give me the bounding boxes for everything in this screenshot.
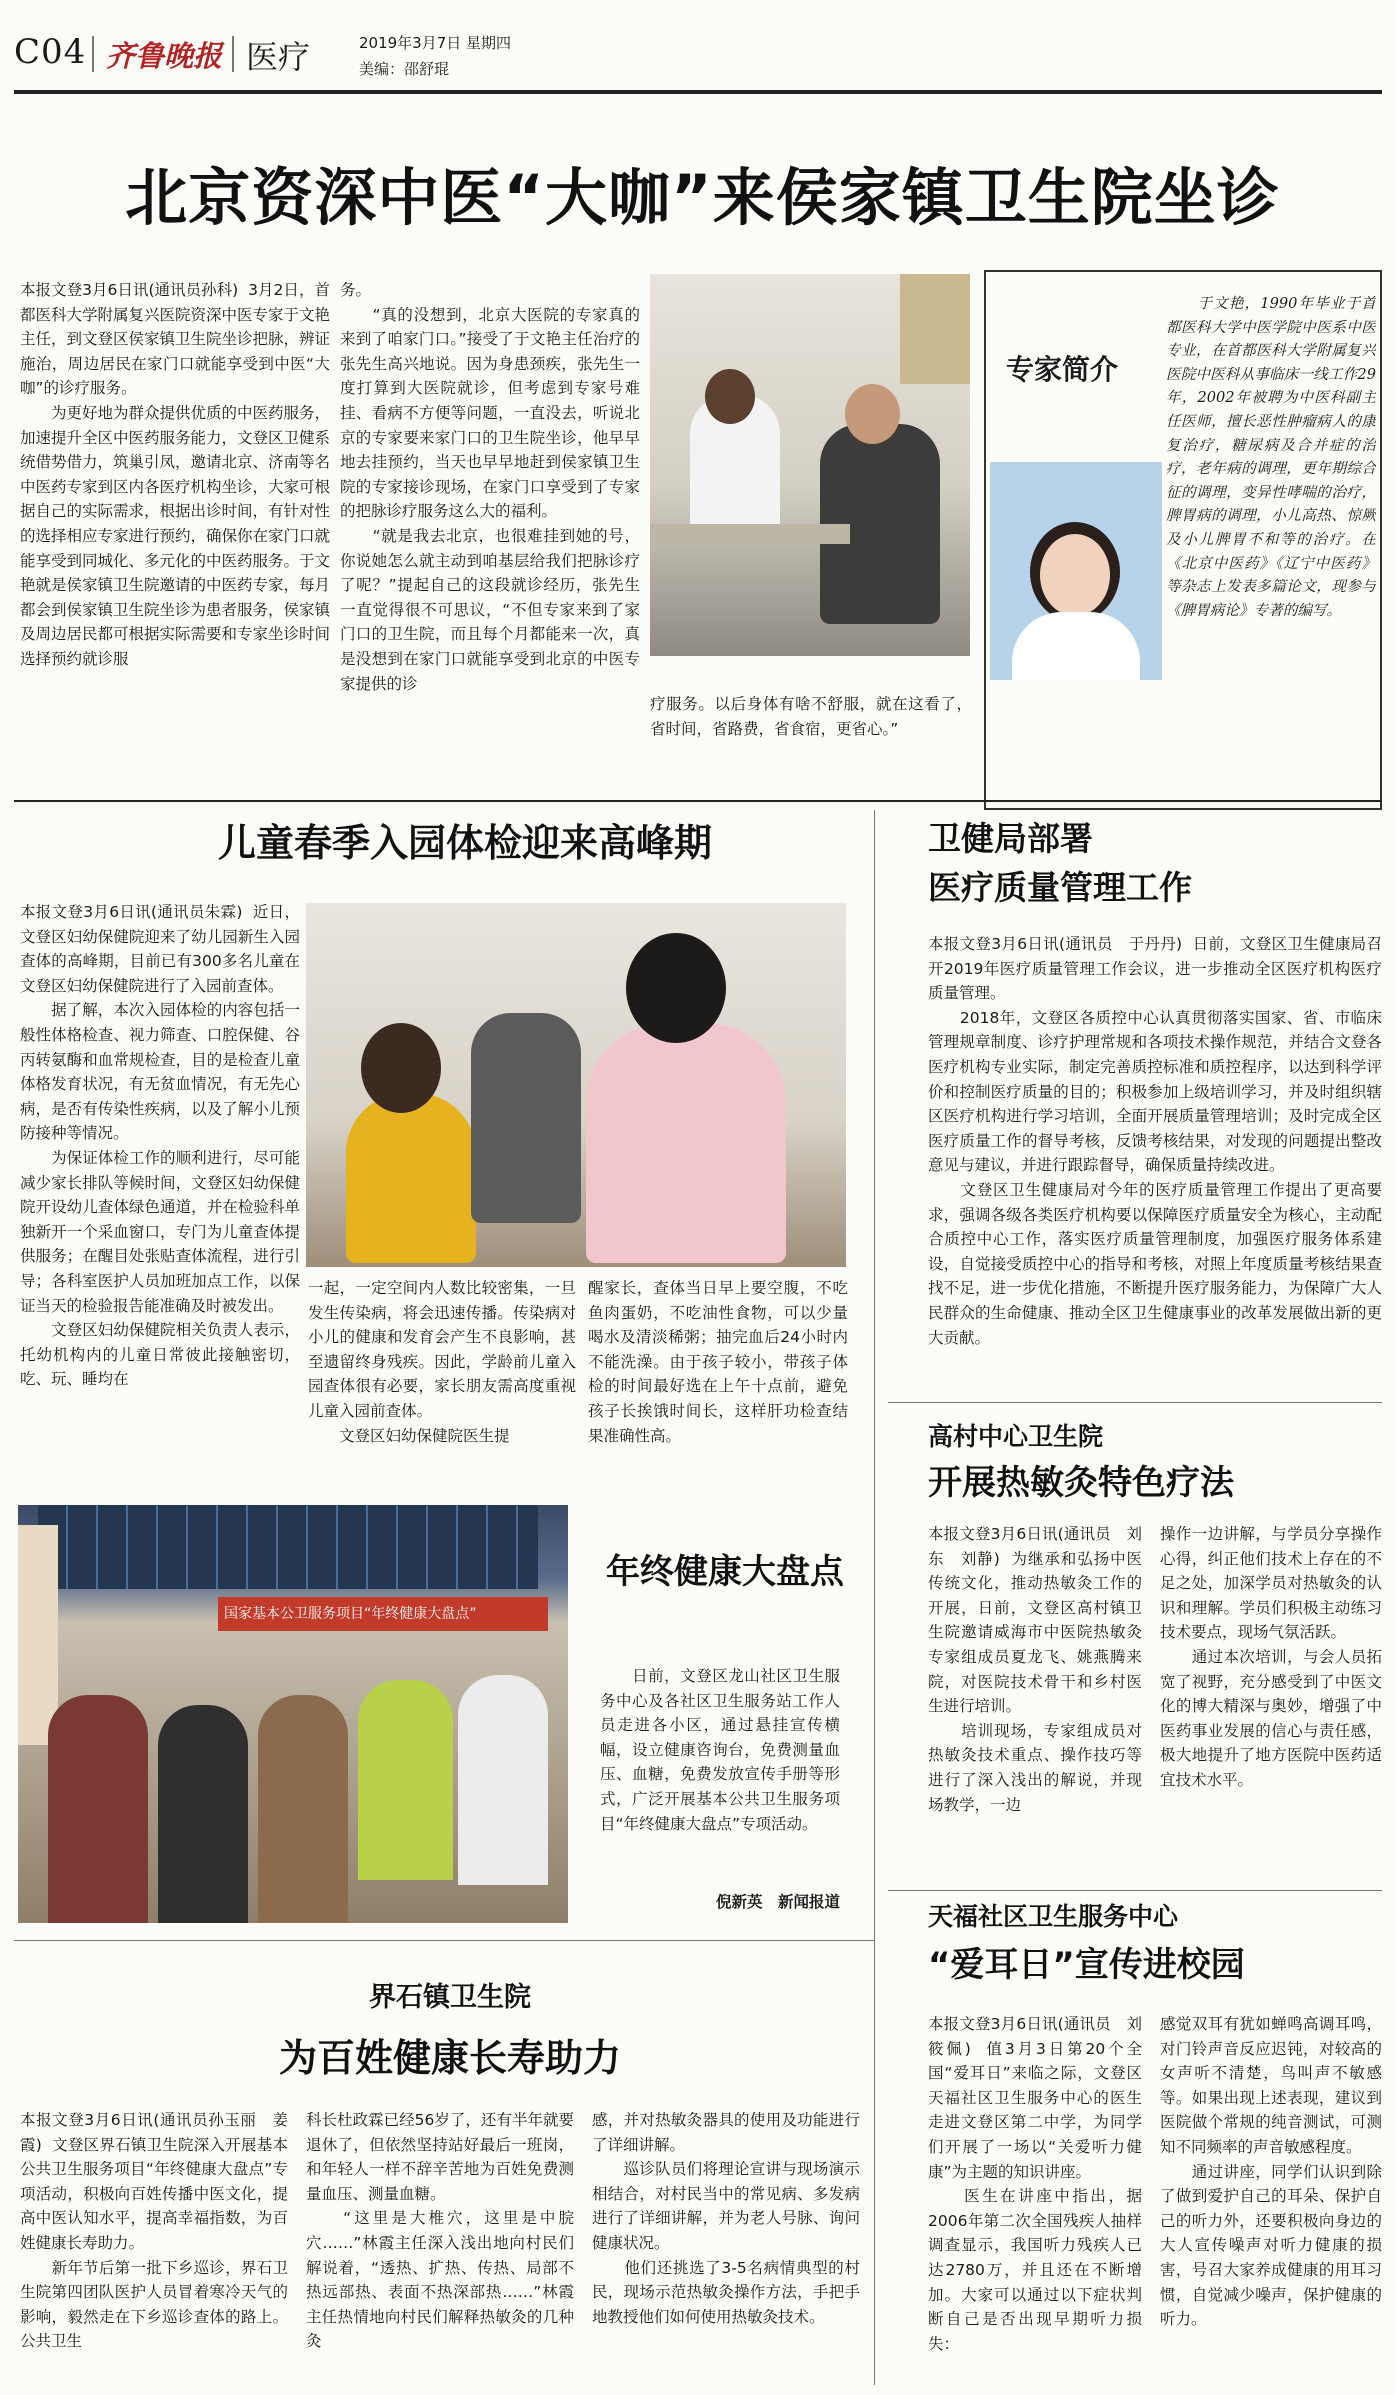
a7-column-1: 本报文登3月6日讯(通讯员 刘筱佩) 值3月3日第20个全国“爱耳日”来临之际，文登区天福社区卫生服务中心的医生走进文登区第二中学，为同学们开展了一场以“关爱听力健康”为主题的知识讲座。 医生在讲座中指出，据2006年第二次全国残疾人抽样调查显示，我国听力残疾人已达2780万，并且还在不断增加。大家可以通过以下症状判断自己是否出现早期听力损失： (928, 2015, 1142, 2353)
clinic-consultation-photo (650, 274, 970, 656)
expert-profile-box (984, 270, 1382, 810)
headline-a4: 年终健康大盘点 (606, 1552, 844, 1592)
a1-column-1: 本报文登3月6日讯(通讯员孙科) 3月2日，首都医科大学附属复兴医院资深中医专家于文艳主任，到文登区侯家镇卫生院坐诊把脉，辨证施治，周边居民在家门口就能享受到中医“大咖”的诊疗服务。 为更好地为群众提供优质的中医药服务，加速提升全区中医药服务能力，文登区卫健系统借势借力，筑巢引凤，邀请北京、济南等名中医药专家到区内各医疗机构坐诊，大家可根据自己的实际需求，根据出诊时间，有针对性的选择相应专家进行预约，确保你在家门口就能享受到同城化、多元化的中医药服务。于文艳就是侯家镇卫生院邀请的中医药专家，每月都会到侯家镇卫生院坐诊为患者服务，侯家镇及周边居民都可根据实际需要和专家坐诊时间选择预约就诊服 (20, 281, 330, 668)
section-rule-2 (14, 1940, 874, 1941)
a2-column-3: 醒家长，查体当日早上要空腹，不吃鱼肉蛋奶，不吃油性食物，可以少量喝水及清淡稀粥；抽完血后24小时内不能洗澡。由于孩子较小，带孩子体检的时间最好选在上午十点前，避免孩子长挨饿时间长，这样肝功检查结果准确性高。 (588, 1279, 848, 1445)
a7-column-2: 感觉双耳有犹如蝉鸣高调耳鸣，对门铃声音反应迟钝，对较高的女声听不清楚，鸟叫声不敏感等。如果出现上述表现，建议到医院做个常规的纯音测试，可测知不同频率的声音敏感程度。 通过讲座，同学们认识到除了做到爱护自己的耳朵、保护自己的听力外，还要积极向身边的大人宣传噪声对听力健康的损害，号召大家养成健康的用耳习惯，自觉减少噪声，保护健康的听力。 (1160, 2015, 1382, 2329)
section-name: 医疗 (246, 38, 311, 76)
a1-column-3: 疗服务。以后身体有啥不舒服，就在这看了，省时间，省路费，省食宿，更省心。” (650, 695, 972, 738)
a6-column-1: 本报文登3月6日讯(通讯员孙玉丽 姜霞) 文登区界石镇卫生院深入开展基本公共卫生服务项目“年终健康大盘点”专项活动，积极向百姓传播中医文化，提高中医认知水平，提高幸福指数，为百姓健康长寿助力。 新年节后第一批下乡巡诊，界石卫生院第四团队医护人员冒着寒冷天气的影响，毅然走在下乡巡诊查体的路上。公共卫生 (20, 2111, 288, 2351)
headline-a3-line1: 卫健局部署 (928, 819, 1093, 858)
headline-a3-line2: 医疗质量管理工作 (928, 868, 1192, 907)
issue-date: 2019年3月7日 星期四 (359, 34, 512, 52)
section-rule-1 (14, 800, 1382, 802)
a4-body: 日前，文登区龙山社区卫生服务中心及各社区卫生服务站工作人员走进各小区，通过悬挂宣传横幅，设立健康咨询台，免费测量血压、血糖，免费发放宣传手册等形式，广泛开展基本公共卫生服务项目“年终健康大盘点”专项活动。 (600, 1667, 840, 1833)
expert-bio: 于文艳，1990年毕业于首都医科大学中医学院中医系中医专业，在首都医科大学附属复兴医院中医科从事临床一线工作29年，2002年被聘为中医科副主任医师，擅长恶性肿瘤病人的康复治疗，糖尿病及合并症的治疗，老年病的调理，更年期综合征的调理，变异性哮喘的治疗，脾胃病的调理，小儿高热、惊厥及小儿脾胃不和等的治疗。在《北京中医药》《辽宁中医药》等杂志上发表多篇论文，现参与《脾胃病论》专著的编写。 (1166, 295, 1376, 619)
expert-profile-title: 专家简介 (1006, 353, 1119, 386)
a5-column-1: 本报文登3月6日讯(通讯员 刘东 刘静) 为继承和弘扬中医传统文化，推动热敏灸工作的开展，日前，文登区高村镇卫生院邀请威海市中医院热敏灸专家组成员夏龙飞、姚燕腾来院，对医院技术骨干和乡村医生进行培训。 培训现场，专家组成员对热敏灸技术重点、操作技巧等进行了深入浅出的解说，并现场教学，一边 (928, 1525, 1142, 1814)
section-rule-a3 (888, 1402, 1382, 1403)
kicker-a5: 高村中心卫生院 (928, 1422, 1104, 1451)
headline-a7: “爱耳日”宣传进校园 (928, 1945, 1245, 1985)
kicker-a6: 界石镇卫生院 (369, 1982, 531, 2013)
a4-byline: 倪新英 新闻报道 (715, 1893, 840, 1911)
a6-column-3: 感，并对热敏灸器具的使用及功能进行了详细讲解。 巡诊队员们将理论宣讲与现场演示相结合，对村民当中的常见病、多发病进行了详细讲解，并为老人号脉、询问健康状况。 他们还挑选了3-5名病情典型的村民，现场示范热敏灸操作方法，手把手地教授他们如何使用热敏灸技术。 (592, 2111, 860, 2326)
paper-logo: 齐鲁晚报 (106, 39, 223, 73)
headline-a1: 北京资深中医“大咖”来侯家镇卫生院坐诊 (125, 161, 1280, 234)
a2-column-2: 一起，一定空间内人数比较密集，一旦发生传染病，将会迅速传播。传染病对小儿的健康和发育会产生不良影响，甚至遗留终身残疾。因此，学龄前儿童入园查体很有必要，家长朋友需高度重视儿童入园前查体。 文登区妇幼保健院医生提 (308, 1279, 576, 1445)
a3-body: 本报文登3月6日讯(通讯员 于丹丹) 日前，文登区卫生健康局召开2019年医疗质量管理工作会议，进一步推动全区医疗机构医疗质量管理。 2018年，文登区各质控中心认真贯彻落实国家、省、市临床管理规章制度、诊疗护理常规和各项技术操作规范，并结合文登各医疗机构专业实际，制定完善质控标准和质控程序，以达到科学评价和控制医疗质量的目的；积极参加上级培训学习，并及时组织辖区医疗机构进行学习培训，全面开展质量管理培训；及时完成全区医疗质量工作的督导考核，反馈考核结果，对发现的问题提出整改意见与建议，并进行跟踪督导，确保质量持续改进。 文登区卫生健康局对今年的医疗质量管理工作提出了更高要求，强调各级各类医疗机构要以保障医疗质量安全为核心，主动配合质控中心工作，落实医疗质量管理制度，加强医疗服务体系建设，自觉接受质控中心的指导和考核，对照上年度质量考核结果查找不足，进一步优化措施，不断提升医疗服务能力，为保障广大人民群众的生命健康、推动全区卫生健康事业的改革发展做出新的更大贡献。 (928, 935, 1382, 1347)
masthead-rule (14, 90, 1382, 94)
headline-a6: 为百姓健康长寿助力 (278, 2036, 621, 2080)
event-banner: 国家基本公卫服务项目“年终健康大盘点” (218, 1597, 548, 1631)
column-divider (874, 810, 875, 2385)
expert-portrait (990, 462, 1162, 680)
headline-a2: 儿童春季入园体检迎来高峰期 (217, 821, 712, 865)
headline-a5: 开展热敏灸特色疗法 (928, 1463, 1234, 1503)
page-number: C04 (14, 32, 87, 72)
section-rule-a5 (888, 1890, 1382, 1891)
child-checkup-photo (306, 903, 846, 1267)
a6-column-2: 科长杜政霖已经56岁了，还有半年就要退休了，但依然坚持站好最后一班岗，和年轻人一样不辞辛苦地为百姓免费测量血压、测量血糖。 “这里是大椎穴，这里是中脘穴……”林霞主任深入浅出地向村民们解说着，“透热、扩热、传热、局部不热远部热、表面不热深部热……”林霞主任热情地向村民们解释热敏灸的几种灸 (306, 2111, 574, 2351)
masthead (14, 26, 1384, 84)
editor-credit: 美编：邵舒琨 (359, 60, 450, 78)
kicker-a7: 天福社区卫生服务中心 (928, 1902, 1179, 1931)
community-health-event-photo (18, 1505, 568, 1923)
a1-column-2: 务。 “真的没想到，北京大医院的专家真的来到了咱家门口。”接受了于文艳主任治疗的张先生高兴地说。因为身患颈疾，张先生一度打算到大医院就诊，但考虑到专家号难挂、看病不方便等问题，一直没去，听说北京的专家要来家门口的卫生院坐诊，他早早地去挂预约，当天也早早地赶到侯家镇卫生院的专家接诊现场，在家门口享受到了专家的把脉诊疗服务这么大的福利。 “就是我去北京，也很难挂到她的号，你说她怎么就主动到咱基层给我们把脉诊疗了呢？”提起自己的这段就诊经历，张先生一直觉得很不可思议，“不但专家来到了家门口的卫生院，而且每个月都能来一次，真是没想到在家门口就能享受到北京的中医专家提供的诊 (340, 281, 640, 693)
a2-column-1: 本报文登3月6日讯(通讯员朱霖) 近日，文登区妇幼保健院迎来了幼儿园新生入园查体的高峰期，目前已有300多名儿童在文登区妇幼保健院进行了入园前查体。 据了解，本次入园体检的内容包括一般性体格检查、视力筛查、口腔保健、谷丙转氨酶和血常规检查，目的是检查儿童体格发育状况，有无贫血情况，有无先心病，是否有传染性疾病，以及了解小儿预防接种等情况。 为保证体检工作的顺利进行，尽可能减少家长排队等候时间，文登区妇幼保健院开设幼儿查体绿色通道，并在检验科单独新开一个采血窗口，专门为儿童查体提供服务；在醒目处张贴查体流程，进行引导；各科室医护人员加班加点工作，以保证当天的检验报告能准确及时被发出。 文登区妇幼保健院相关负责人表示，托幼机构内的儿童日常彼此接触密切，吃、玩、睡均在 (20, 903, 300, 1389)
a5-column-2: 操作一边讲解，与学员分享操作心得，纠正他们技术上存在的不足之处，加深学员对热敏灸的认识和理解。学员们积极主动练习技术要点，现场气氛活跃。 通过本次培训，与会人员拓宽了视野，充分感受到了中医文化的博大精深与奥妙，增强了中医药事业发展的信心与责任感，极大地提升了地方医院中医药适宜技术水平。 (1160, 1525, 1382, 1789)
